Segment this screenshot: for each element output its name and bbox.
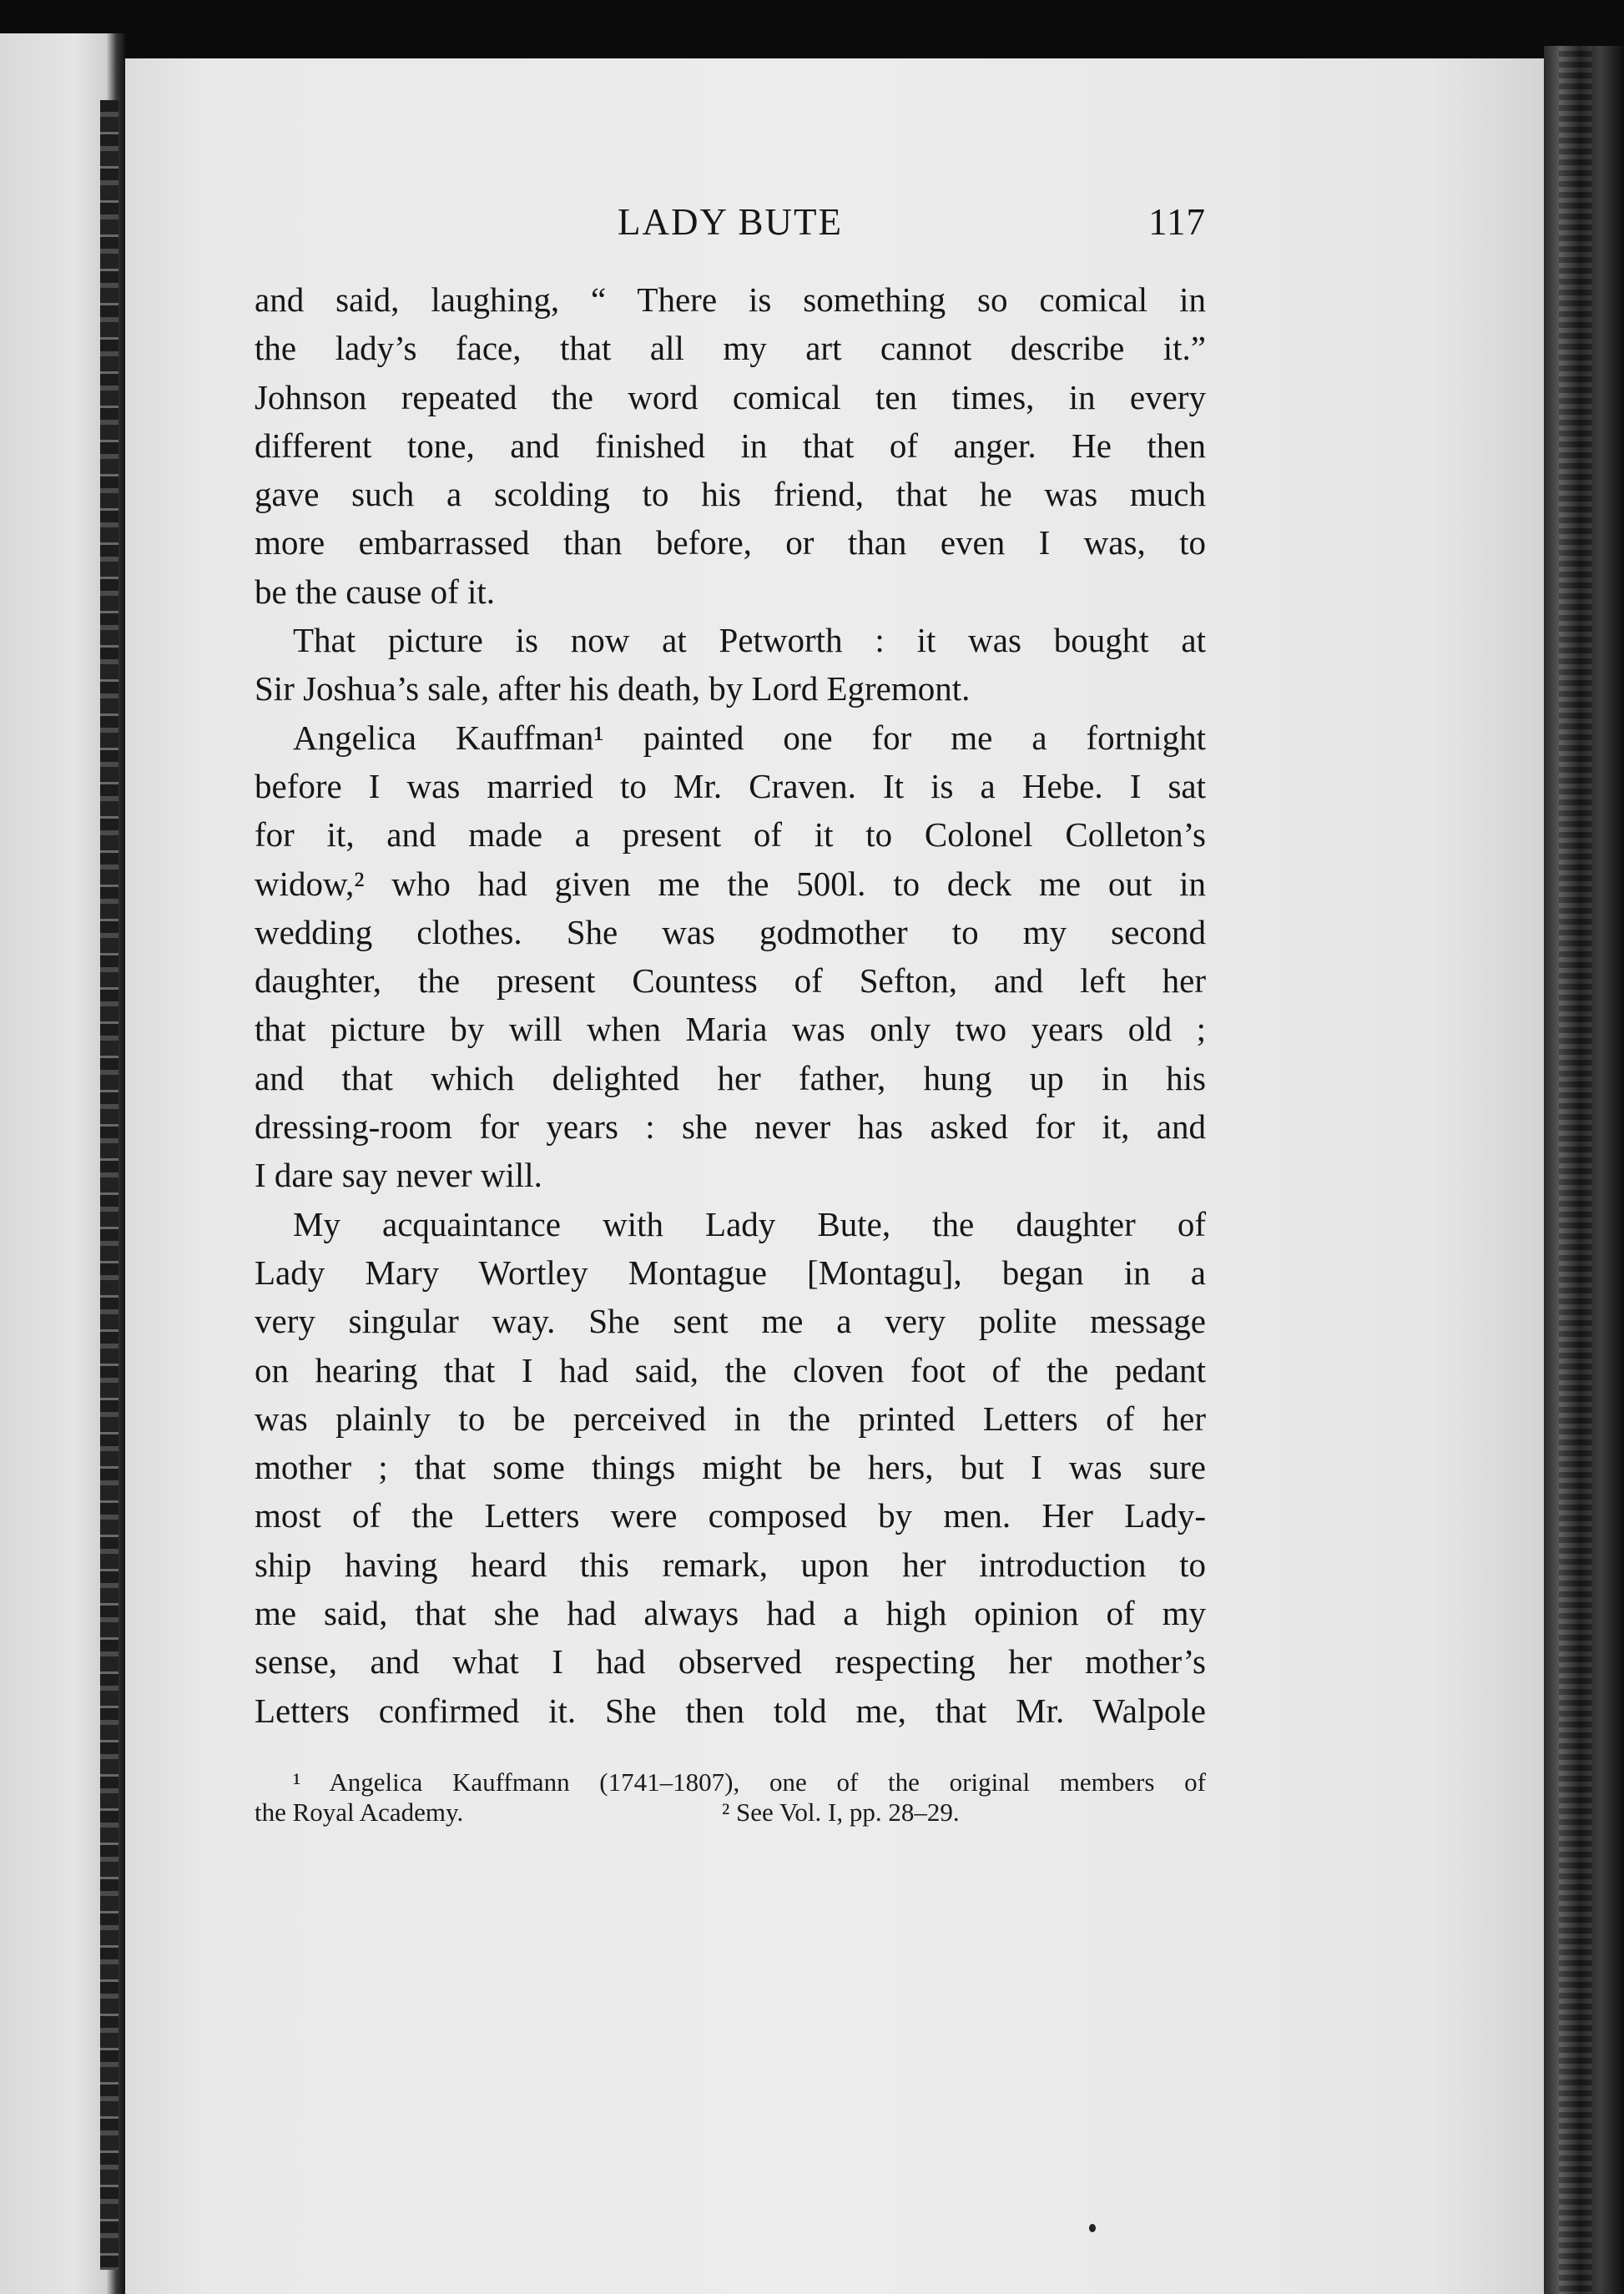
text-line: Letters confirmed it. She then told me, that Mr. Walpole bbox=[255, 1691, 1206, 1730]
text-line: most of the Letters were composed by men. Her Lady- bbox=[255, 1496, 1206, 1535]
text-line: daughter, the present Countess of Sefton, and left her bbox=[255, 961, 1206, 1001]
text-line: widow,² who had given me the 500l. to deck me out in bbox=[255, 864, 1206, 903]
text-line: mother ; that some things might be hers, but I was sure bbox=[255, 1448, 1206, 1487]
text-line: dressing-room for years : she never has asked for it, and bbox=[255, 1107, 1206, 1147]
body-text bbox=[255, 275, 1206, 1735]
page-stack-lines bbox=[1559, 46, 1592, 2294]
text-line: that picture by will when Maria was only two years old ; bbox=[255, 1010, 1206, 1049]
text-line: ship having heard this remark, upon her introduction to bbox=[255, 1545, 1206, 1584]
text-line: the lady’s face, that all my art cannot describe it.” bbox=[255, 329, 1206, 368]
book-fore-edge bbox=[1544, 46, 1624, 2294]
ink-speck bbox=[1089, 2224, 1096, 2232]
text-line: me said, that she had always had a high opinion of my bbox=[255, 1594, 1206, 1633]
text-line: Johnson repeated the word comical ten times, in every bbox=[255, 377, 1206, 416]
text-line: and said, laughing, “ There is something so comical in bbox=[255, 280, 1206, 319]
footnote-2: ² See Vol. I, pp. 28–29. bbox=[722, 1797, 960, 1827]
text-line: and that which delighted her father, hung up in his bbox=[255, 1058, 1206, 1097]
text-line: different tone, and finished in that of anger. He then bbox=[255, 426, 1206, 465]
text-line: My acquaintance with Lady Bute, the daughter of bbox=[293, 1204, 1206, 1243]
page-number: 117 bbox=[1148, 201, 1206, 243]
text-line: was plainly to be perceived in the printed Letters of her bbox=[255, 1399, 1206, 1438]
text-line: very singular way. She sent me a very polite message bbox=[255, 1302, 1206, 1341]
footnote-1: ¹ Angelica Kauffmann (1741–1807), one of the original members of bbox=[293, 1767, 1206, 1797]
text-line: I dare say never will. bbox=[255, 1156, 542, 1195]
running-title: LADY BUTE bbox=[617, 201, 844, 243]
text-line: Sir Joshua’s sale, after his death, by Lord Egremont. bbox=[255, 669, 971, 708]
text-line: gave such a scolding to his friend, that he was much bbox=[255, 475, 1206, 514]
book-binding-edge bbox=[100, 100, 119, 2270]
text-line: on hearing that I had said, the cloven foot of the pedant bbox=[255, 1350, 1206, 1389]
text-line: for it, and made a present of it to Colonel Colleton’s bbox=[255, 815, 1206, 855]
text-line: sense, and what I had observed respecting her mother’s bbox=[255, 1642, 1206, 1681]
text-line: Angelica Kauffman¹ painted one for me a fortnight bbox=[293, 718, 1206, 757]
text-line: wedding clothes. She was godmother to my second bbox=[255, 912, 1206, 951]
footnote-row bbox=[255, 1797, 1206, 1828]
text-line: That picture is now at Petworth : it was bought at bbox=[293, 621, 1206, 660]
text-line: more embarrassed than before, or than even I was, to bbox=[255, 523, 1206, 562]
footnotes bbox=[255, 1767, 1206, 1828]
footnote-1-continuation: the Royal Academy. bbox=[255, 1797, 464, 1827]
previous-page-edge bbox=[0, 33, 125, 2294]
text-line: before I was married to Mr. Craven. It is a Hebe. I sat bbox=[255, 766, 1206, 805]
running-head bbox=[255, 200, 1206, 250]
text-line: Lady Mary Wortley Montague [Montagu], began in a bbox=[255, 1253, 1206, 1292]
text-line: be the cause of it. bbox=[255, 572, 496, 611]
